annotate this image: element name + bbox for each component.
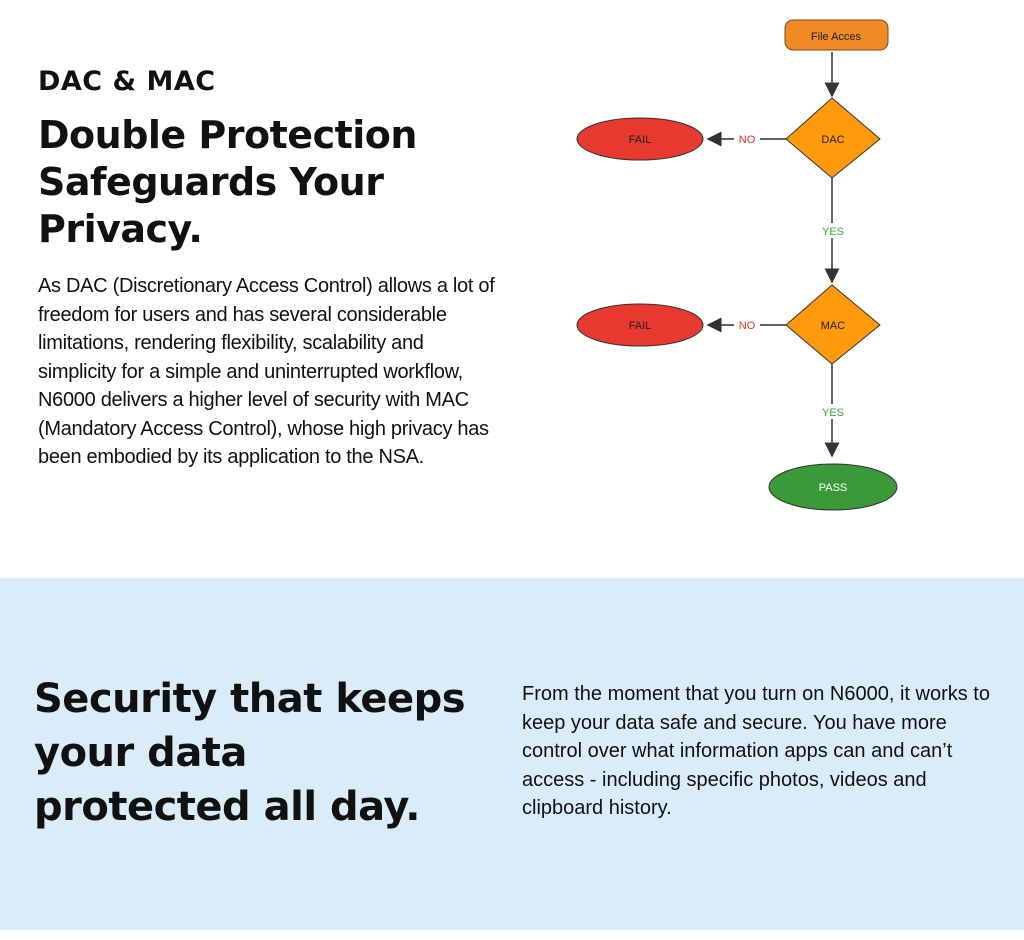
section-body: As DAC (Discretionary Access Control) allows a lot of freedom for users and has several considerable limitations, rendering flexibility, scalability and simplicity for a simple and uninterrupted workflow, N6000 delivers a higher level of security with MAC (Mandatory Access Control), whose high privacy has been embodied by its application to the NSA. — [38, 275, 495, 468]
yes-label-mac: YES — [821, 407, 845, 419]
fail-label-dac: FAIL — [628, 134, 652, 146]
no-label-dac: NO — [738, 134, 756, 146]
security-headline: Security that keeps your data protected all day. — [34, 676, 466, 830]
dac-label: DAC — [821, 134, 845, 146]
file-access-label: File Acces — [810, 31, 862, 43]
pass-label: PASS — [818, 482, 848, 494]
security-section — [0, 578, 1024, 930]
footer-spacer — [0, 930, 1024, 940]
yes-label-dac: YES — [821, 226, 845, 238]
security-body: From the moment that you turn on N6000, it works to keep your data safe and secure. You have more control over what information apps can and can’t access - including specific photos, videos and clipboard history. — [522, 683, 990, 819]
section-headline: Double Protection Safeguards Your Privacy. — [38, 113, 417, 251]
no-label-mac: NO — [738, 320, 756, 332]
mac-label: MAC — [820, 320, 846, 332]
section-eyebrow: DAC & MAC — [38, 66, 216, 97]
access-control-flowchart — [560, 10, 900, 520]
fail-label-mac: FAIL — [628, 320, 652, 332]
